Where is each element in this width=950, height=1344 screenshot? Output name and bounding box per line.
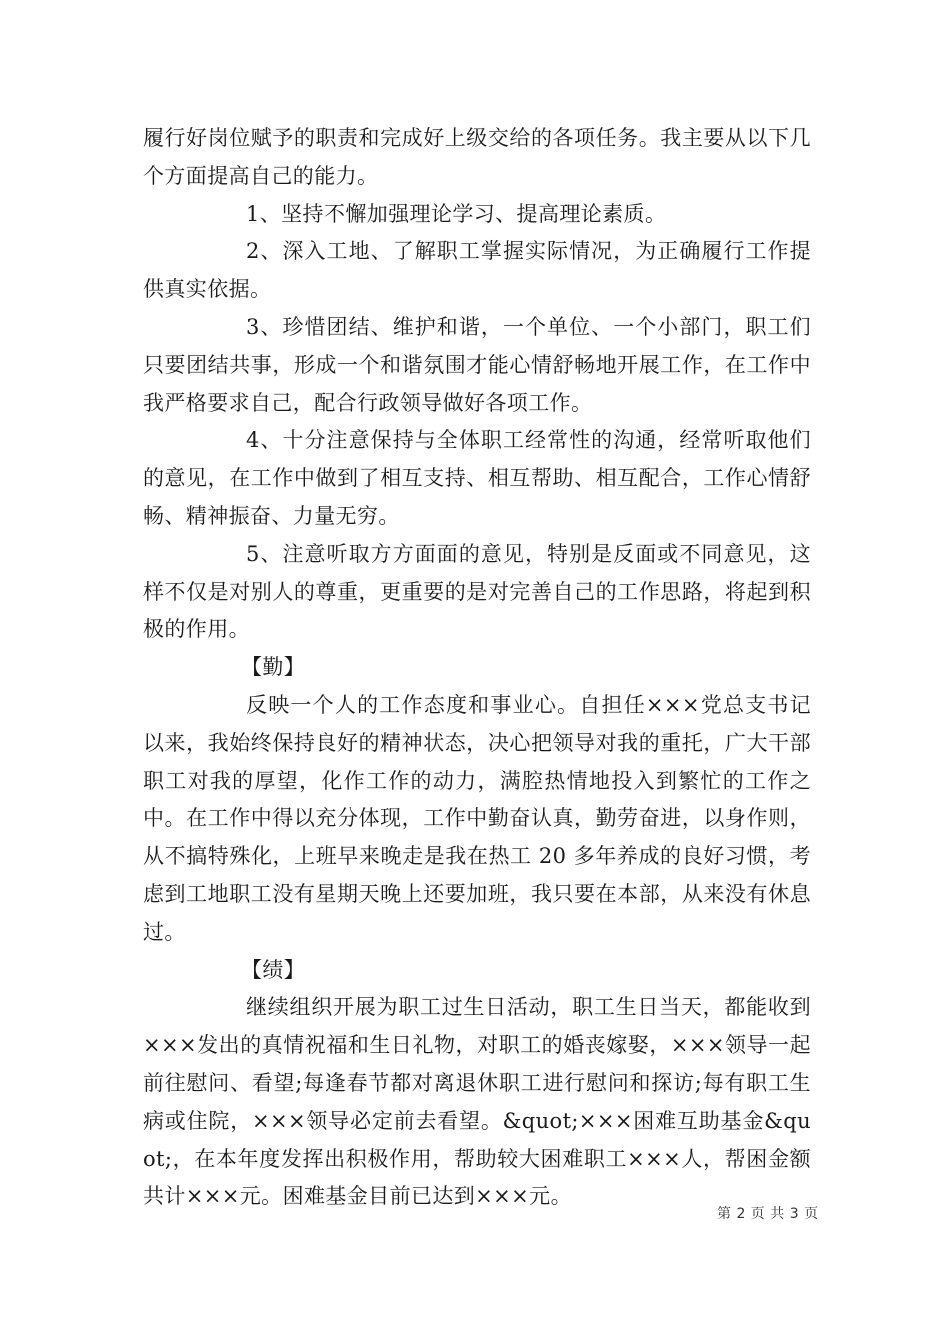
paragraph-achievements: 继续组织开展为职工过生日活动，职工生日当天，都能收到×××发出的真情祝福和生日礼物，对职工的婚丧嫁娶，×××领导一起前往慰问、看望;每逢春节都对离退休职工进行慰问和探访;每有职工生病或住院，×××领导必定前去看望。&quot;×××困难互助基金&quot;，在本年度发挥出积极作用，帮助较大困难职工×××人，帮困金额共计×××元。困难基金目前已达到×××元。 xyxy=(143,995,811,1209)
list-item-2: 2、深入工地、了解职工掌握实际情况，为正确履行工作提供真实依据。 xyxy=(143,239,811,302)
list-item-4: 4、十分注意保持与全体职工经常性的沟通，经常听取他们的意见，在工作中做到了相互支持、相互帮助、相互配合，工作心情舒畅、精神振奋、力量无穷。 xyxy=(143,428,811,528)
list-item-3: 3、珍惜团结、维护和谐，一个单位、一个小部门，职工们只要团结共事，形成一个和谐氛围才能心情舒畅地开展工作，在工作中我严格要求自己，配合行政领导做好各项工作。 xyxy=(143,314,811,415)
paragraph-diligence: 反映一个人的工作态度和事业心。自担任×××党总支书记以来，我始终保持良好的精神状态，决心把领导对我的重托，广大干部职工对我的厚望，化作工作的动力，满腔热情地投入到繁忙的工作之中。在工作中得以充分体现，工作中勤奋认真，勤劳奋进，以身作则，从不搞特殊化，上班早来晚走是我在热工 20 多年养成的良好习惯，考虑到工地职工没有星期天晚上还要加班，我只要在本部，从来没有休息过。 xyxy=(143,692,811,944)
section-heading-achievements: 【绩】 xyxy=(241,957,306,982)
list-item-1: 1、坚持不懈加强理论学习、提高理论素质。 xyxy=(246,201,667,226)
section-heading-diligence: 【勤】 xyxy=(241,655,306,680)
list-item-5: 5、注意听取方方面面的意见，特别是反面或不同意见，这样不仅是对别人的尊重，更重要的是对完善自己的工作思路，将起到积极的作用。 xyxy=(143,541,811,642)
paragraph-continuation: 履行好岗位赋予的职责和完成好上级交给的各项任务。我主要从以下几个方面提高自己的能力。 xyxy=(143,126,811,188)
document-body xyxy=(143,120,811,1216)
page-number-footer: 第 2 页 共 3 页 xyxy=(717,1206,819,1222)
